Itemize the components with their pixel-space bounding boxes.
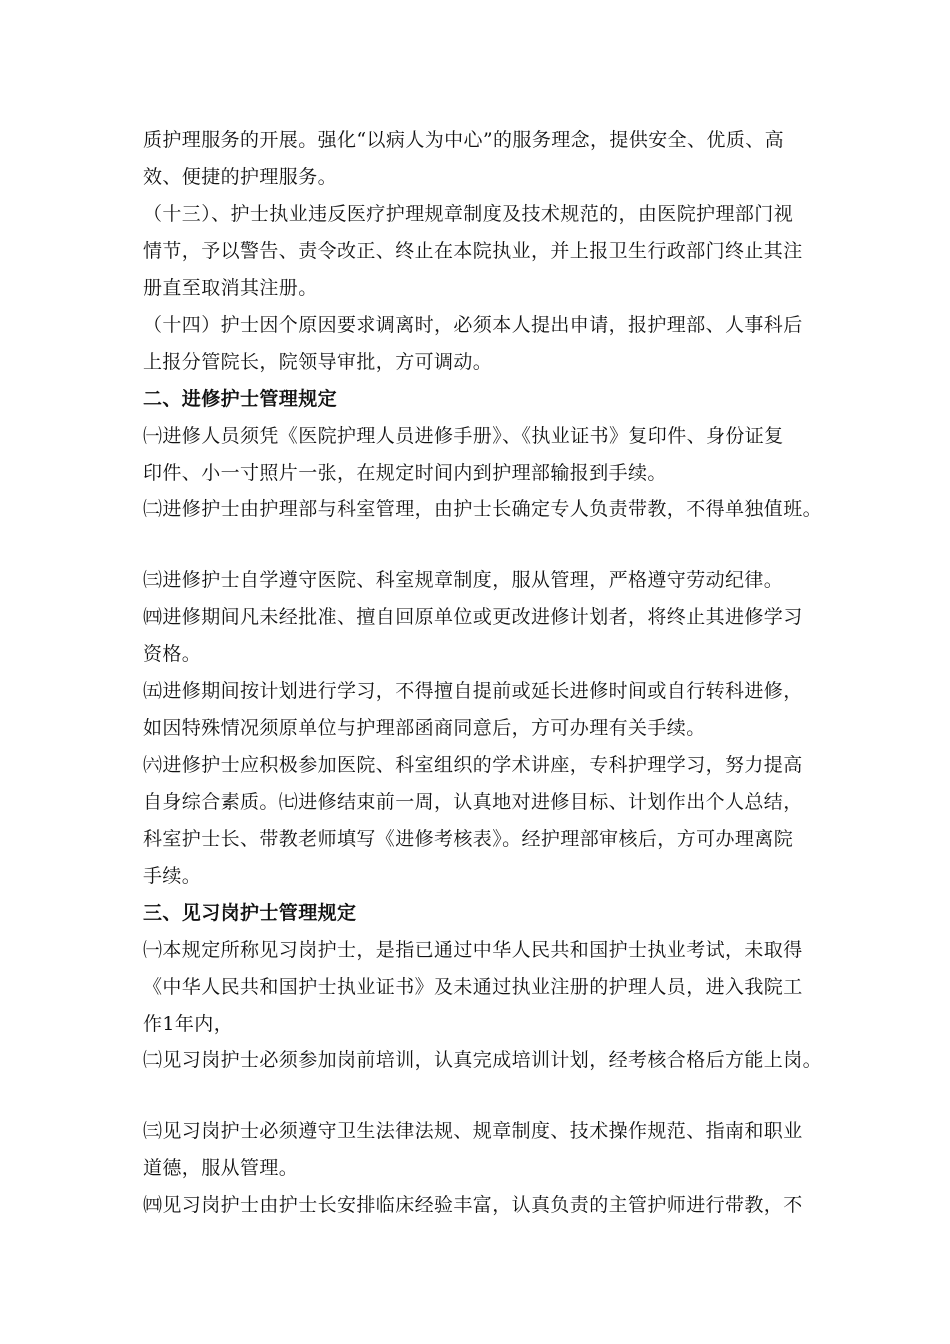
text-line: 《中华人民共和国护士执业证书》及未通过执业注册的护理人员，进入我院工 bbox=[143, 976, 803, 998]
text-line: ㈡见习岗护士必须参加岗前培训，认真完成培训计划，经考核合格后方能上岗。 bbox=[143, 1049, 823, 1071]
text-line: 效、便捷的护理服务。 bbox=[143, 166, 338, 188]
text-line: ㈡进修护士由护理部与科室管理，由护士长确定专人负责带教，不得单独值班。 bbox=[143, 498, 823, 520]
text-line: 科室护士长、带教老师填写《进修考核表》。经护理部审核后，方可办理离院 bbox=[143, 828, 794, 850]
text-line: ㈢见习岗护士必须遵守卫生法律法规、规章制度、技术操作规范、指南和职业 bbox=[143, 1120, 803, 1142]
text-line: 印件、小一寸照片一张，在规定时间内到护理部输报到手续。 bbox=[143, 462, 667, 484]
text-line: ㈠本规定所称见习岗护士，是指已通过中华人民共和国护士执业考试，未取得 bbox=[143, 939, 803, 961]
text-line: ㈣进修期间凡未经批准、擅自回原单位或更改进修计划者，将终止其进修学习 bbox=[143, 606, 803, 628]
text-line: 资格。 bbox=[143, 643, 202, 665]
text-line: 手续。 bbox=[143, 865, 202, 887]
text-line: ㈢进修护士自学遵守医院、科室规章制度，服从管理，严格遵守劳动纪律。 bbox=[143, 569, 784, 591]
text-line: （十三）、护士执业违反医疗护理规章制度及技术规范的，由医院护理部门视 bbox=[143, 203, 794, 225]
text-line: 质护理服务的开展。强化“以病人为中心”的服务理念，提供安全、优质、高 bbox=[143, 129, 785, 151]
text-line: ㈥进修护士应积极参加医院、科室组织的学术讲座，专科护理学习，努力提高 bbox=[143, 754, 803, 776]
section-heading: 二、进修护士管理规定 bbox=[143, 388, 338, 410]
text-line: （十四）护士因个原因要求调离时，必须本人提出申请，报护理部、人事科后 bbox=[143, 314, 803, 336]
text-line: 道德，服从管理。 bbox=[143, 1157, 299, 1179]
text-line: 情节，予以警告、责令改正、终止在本院执业，并上报卫生行政部门终止其注 bbox=[143, 240, 803, 262]
text-line: 作1年内， bbox=[143, 1013, 234, 1035]
text-line: ㈣见习岗护士由护士长安排临床经验丰富，认真负责的主管护师进行带教，不 bbox=[143, 1194, 803, 1216]
text-line: ㈤进修期间按计划进行学习，不得擅自提前或延长进修时间或自行转科进修， bbox=[143, 680, 803, 702]
text-line: ㈠进修人员须凭《医院护理人员进修手册》、《执业证书》复印件、身份证复 bbox=[143, 425, 784, 447]
text-line: 册直至取消其注册。 bbox=[143, 277, 318, 299]
text-line: 自身综合素质。㈦进修结束前一周，认真地对进修目标、计划作出个人总结， bbox=[143, 791, 803, 813]
section-heading: 三、见习岗护士管理规定 bbox=[143, 902, 357, 924]
text-line: 上报分管院长，院领导审批，方可调动。 bbox=[143, 351, 493, 373]
text-line: 如因特殊情况须原单位与护理部函商同意后，方可办理有关手续。 bbox=[143, 717, 706, 739]
